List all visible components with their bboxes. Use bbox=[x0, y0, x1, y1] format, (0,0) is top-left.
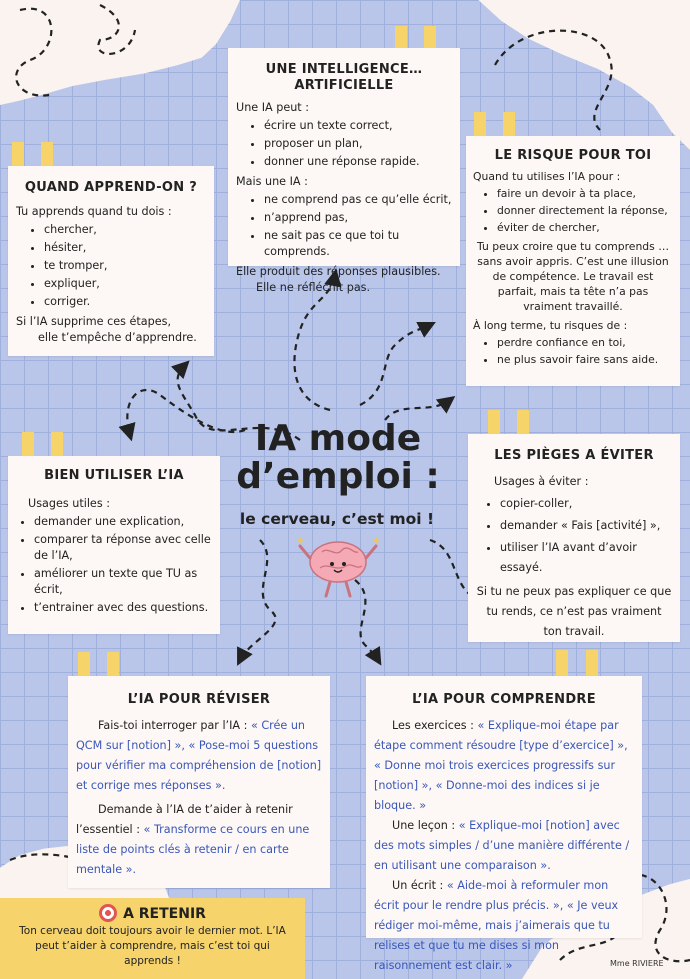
target-icon bbox=[99, 904, 117, 922]
list-item: • écrire un texte correct, bbox=[264, 118, 452, 134]
author-signature: Mme RIVIERE bbox=[610, 959, 664, 968]
list-item: • t’entrainer avec des questions. bbox=[34, 600, 212, 616]
card-text bbox=[374, 816, 634, 876]
prompt-example: « Explique-moi [notion] avec des mots simples / d’une manière différente / en utilisant une comparaison ». bbox=[374, 819, 630, 872]
list-item: • ne plus savoir faire sans aide. bbox=[497, 352, 673, 367]
card-title: LE RISQUE POUR TOI bbox=[494, 148, 652, 163]
list-item: • n’apprend pas, bbox=[264, 210, 452, 226]
list-item: • copier-coller, bbox=[500, 494, 672, 514]
card-quand-apprend bbox=[8, 166, 214, 356]
list-item: • te tromper, bbox=[44, 258, 206, 274]
list-item: • éviter de chercher, bbox=[497, 220, 673, 235]
card-text bbox=[374, 716, 634, 816]
card-text-lead: Les exercices : bbox=[392, 719, 478, 732]
card-text: Elle produit des réponses plausibles. bbox=[236, 265, 441, 278]
retenir-title: A RETENIR bbox=[123, 906, 206, 922]
retenir-box bbox=[0, 898, 305, 979]
prompt-example: « Aide-moi à reformuler mon écrit pour le rendre plus précis. », « Je veux rédiger moi-même, mais j’aimerais que tu relises et que tu me dises si mon raisonnement est clair. » bbox=[374, 879, 619, 972]
card-text: Si l’IA supprime ces étapes, bbox=[16, 315, 172, 328]
list-item: • expliquer, bbox=[44, 276, 206, 292]
list-item: • demander « Fais [activité] », bbox=[500, 516, 672, 536]
card-title: BIEN UTILISER L’IA bbox=[44, 468, 184, 483]
card-title: UNE INTELLIGENCE… ARTIFICIELLE bbox=[265, 62, 423, 93]
page-title-line2: d’emploi : bbox=[236, 456, 440, 497]
list-item: • comparer ta réponse avec celle de l’IA, bbox=[34, 532, 212, 564]
retenir-text: Ton cerveau doit toujours avoir le dernier mot. L’IA peut t’aider à comprendre, mais c’est toi qui apprends ! bbox=[19, 925, 286, 967]
card-text-lead: Un écrit : bbox=[392, 879, 447, 892]
list-item: • ne sait pas ce que toi tu comprends. bbox=[264, 228, 452, 260]
card-bien-utiliser bbox=[8, 456, 220, 634]
list-item: • faire un devoir à ta place, bbox=[497, 186, 673, 201]
card-text: Elle ne réfléchit pas. bbox=[256, 281, 371, 294]
card-reviser bbox=[68, 676, 330, 888]
card-title: L’IA POUR RÉVISER bbox=[127, 692, 271, 707]
list-item: • proposer un plan, bbox=[264, 136, 452, 152]
card-risque bbox=[466, 136, 680, 386]
page-title bbox=[228, 420, 448, 496]
card-text: Mais une IA : bbox=[236, 175, 308, 188]
svg-text:✦: ✦ bbox=[372, 536, 381, 547]
card-text: Tu peux croire que tu comprends … sans avoir appris. C’est une illusion de compétence. Le travail est parfait, mais ta tête n’a pas vraiment travaillé. bbox=[477, 240, 669, 313]
list-item: • hésiter, bbox=[44, 240, 206, 256]
list-item: • corriger. bbox=[44, 294, 206, 310]
page-subtitle: le cerveau, c’est moi ! bbox=[239, 510, 435, 528]
card-text bbox=[76, 800, 322, 880]
card-text-lead: Demande à l’IA de t’aider à retenir l’essentiel : bbox=[76, 803, 293, 836]
list-item: • donner une réponse rapide. bbox=[264, 154, 452, 170]
card-title: L’IA POUR COMPRENDRE bbox=[412, 692, 596, 707]
retenir-heading bbox=[12, 904, 293, 922]
card-text: Usages utiles : bbox=[28, 497, 110, 510]
page-title-line1: IA mode bbox=[254, 418, 422, 459]
list-item: • utiliser l’IA avant d’avoir essayé. bbox=[500, 538, 672, 578]
card-pieges bbox=[468, 434, 680, 642]
prompt-example: « Crée un QCM sur [notion] », « Pose-moi 5 questions pour vérifier ma compréhension de [notion] et corrige mes réponses ». bbox=[76, 719, 322, 792]
card-text: Si tu ne peux pas expliquer ce que tu rends, ce n’est pas vraiment ton travail. bbox=[476, 585, 672, 638]
card-text: Quand tu utilises l’IA pour : bbox=[473, 170, 621, 183]
card-text: Usages à éviter : bbox=[494, 475, 589, 488]
list-item: • perdre confiance en toi, bbox=[497, 335, 673, 350]
list-item: • demander une explication, bbox=[34, 514, 212, 530]
card-text bbox=[374, 876, 634, 976]
card-text: Tu apprends quand tu dois : bbox=[16, 205, 172, 218]
card-text: elle t’empêche d’apprendre. bbox=[38, 331, 197, 344]
list-item: • chercher, bbox=[44, 222, 206, 238]
card-text: Une IA peut : bbox=[236, 101, 310, 114]
prompt-example: « Explique-moi étape par étape comment résoudre [type d’exercice] », « Donne moi trois exercices progressifs sur [notion] », « Donne-moi des indices si je bloque. » bbox=[374, 719, 628, 812]
card-text-lead: Une leçon : bbox=[392, 819, 459, 832]
prompt-example: « Transforme ce cours en une liste de points clés à retenir / en carte mentale ». bbox=[76, 823, 310, 876]
brain-icon bbox=[292, 532, 384, 602]
svg-text:✦: ✦ bbox=[296, 536, 305, 547]
card-intelligence bbox=[228, 48, 460, 294]
card-text-lead: Fais-toi interroger par l’IA : bbox=[98, 719, 251, 732]
card-title: QUAND APPREND-ON ? bbox=[24, 180, 198, 195]
card-text: À long terme, tu risques de : bbox=[473, 319, 628, 332]
list-item: • donner directement la réponse, bbox=[497, 203, 673, 218]
card-text bbox=[76, 716, 322, 796]
list-item: • ne comprend pas ce qu’elle écrit, bbox=[264, 192, 452, 208]
card-title: LES PIÈGES A ÉVITER bbox=[494, 448, 654, 463]
list-item: • améliorer un texte que TU as écrit, bbox=[34, 566, 212, 598]
